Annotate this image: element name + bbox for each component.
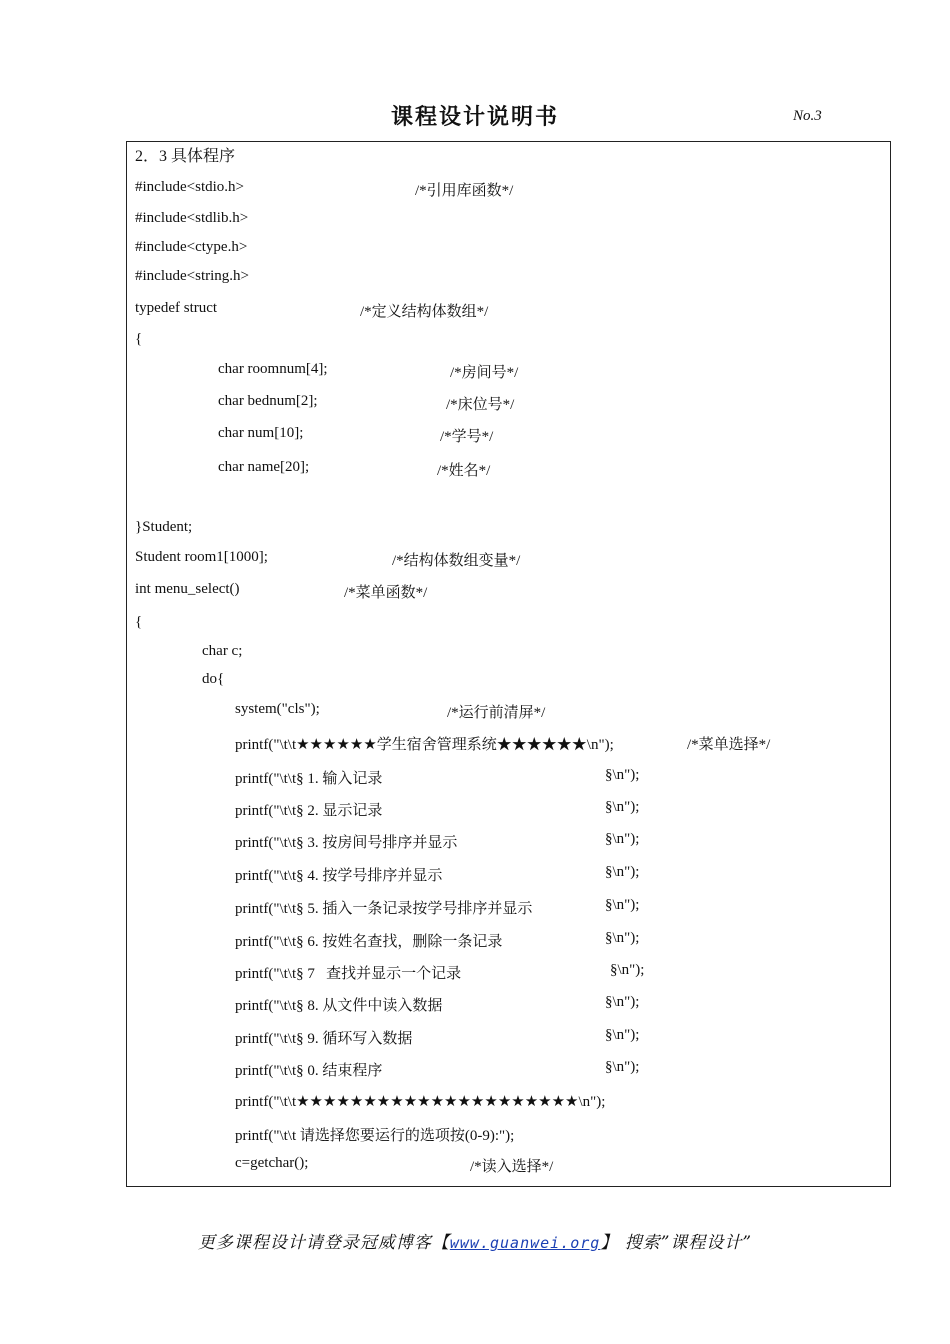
section-heading: 2．3 具体程序 bbox=[135, 148, 236, 165]
code-comment: /*运行前清屏*/ bbox=[447, 705, 546, 721]
code-line: printf("\t\t§ 4. 按学号排序并显示 bbox=[235, 868, 443, 884]
code-line: printf("\t\t§ 3. 按房间号排序并显示 bbox=[235, 835, 458, 851]
code-line: #include<stdio.h> bbox=[135, 179, 244, 195]
code-line: char bednum[2]; bbox=[218, 393, 318, 409]
page-number: No.3 bbox=[793, 108, 822, 124]
code-comment: /*结构体数组变量*/ bbox=[392, 553, 521, 569]
page-title: 课程设计说明书 bbox=[390, 105, 559, 130]
code-comment: /*学号*/ bbox=[440, 429, 494, 445]
code-line: #include<string.h> bbox=[135, 268, 249, 284]
code-line: printf("\t\t§ 8. 从文件中读入数据 bbox=[235, 998, 443, 1014]
code-comment: /*姓名*/ bbox=[437, 463, 491, 479]
code-line: int menu_select() bbox=[135, 581, 240, 597]
code-line: { bbox=[135, 614, 143, 630]
code-line: }Student; bbox=[135, 519, 193, 535]
code-line: char name[20]; bbox=[218, 459, 310, 475]
code-comment: /*菜单函数*/ bbox=[344, 585, 428, 601]
footer bbox=[0, 1228, 950, 1253]
code-line-end: §\n"); bbox=[605, 799, 640, 815]
code-line-end: §\n"); bbox=[605, 994, 640, 1010]
code-line-end: §\n"); bbox=[605, 767, 640, 783]
code-line: printf("\t\t§ 7 查找并显示一个记录 bbox=[235, 966, 462, 982]
code-line: printf("\t\t§ 0. 结束程序 bbox=[235, 1063, 383, 1079]
code-line-end: §\n"); bbox=[610, 962, 645, 978]
footer-text-after: 】 搜索”课程设计” bbox=[600, 1233, 753, 1253]
blog-link[interactable]: www.guanwei.org bbox=[449, 1234, 601, 1252]
code-line: printf("\t\t§ 6. 按姓名查找，删除一条记录 bbox=[235, 934, 503, 950]
code-line-end: §\n"); bbox=[605, 930, 640, 946]
code-line: printf("\t\t§ 5. 插入一条记录按学号排序并显示 bbox=[235, 901, 533, 917]
code-line: char num[10]; bbox=[218, 425, 304, 441]
code-comment: /*定义结构体数组*/ bbox=[360, 304, 489, 320]
code-line: char c; bbox=[202, 643, 243, 659]
code-line: printf("\t\t§ 9. 循环写入数据 bbox=[235, 1031, 413, 1047]
code-line-end: §\n"); bbox=[605, 864, 640, 880]
code-line-end: §\n"); bbox=[605, 1059, 640, 1075]
code-comment: /*读入选择*/ bbox=[470, 1159, 554, 1175]
code-line-end: §\n"); bbox=[605, 897, 640, 913]
code-line: printf("\t\t★★★★★★★★★★★★★★★★★★★★★\n"); bbox=[235, 1094, 606, 1110]
code-line: printf("\t\t§ 2. 显示记录 bbox=[235, 803, 383, 819]
code-line-end: §\n"); bbox=[605, 1027, 640, 1043]
code-line-end: §\n"); bbox=[605, 831, 640, 847]
code-comment: /*菜单选择*/ bbox=[687, 737, 771, 753]
footer-text: 更多课程设计请登录冠威博客【 bbox=[197, 1233, 450, 1253]
code-line: printf("\t\t 请选择您要运行的选项按(0-9):"); bbox=[235, 1128, 515, 1144]
code-line: printf("\t\t§ 1. 输入记录 bbox=[235, 771, 383, 787]
code-line: #include<ctype.h> bbox=[135, 239, 248, 255]
code-line: { bbox=[135, 331, 143, 347]
code-comment: /*引用库函数*/ bbox=[415, 183, 514, 199]
code-comment: /*房间号*/ bbox=[450, 365, 519, 381]
code-line: char roomnum[4]; bbox=[218, 361, 328, 377]
code-comment: /*床位号*/ bbox=[446, 397, 515, 413]
code-line: printf("\t\t★★★★★★学生宿舍管理系统★★★★★★\n"); bbox=[235, 737, 614, 753]
code-line: system("cls"); bbox=[235, 701, 320, 717]
code-line: #include<stdlib.h> bbox=[135, 210, 249, 226]
code-line: typedef struct bbox=[135, 300, 218, 316]
code-line: do{ bbox=[202, 671, 225, 687]
code-line: Student room1[1000]; bbox=[135, 549, 268, 565]
code-line: c=getchar(); bbox=[235, 1155, 309, 1171]
